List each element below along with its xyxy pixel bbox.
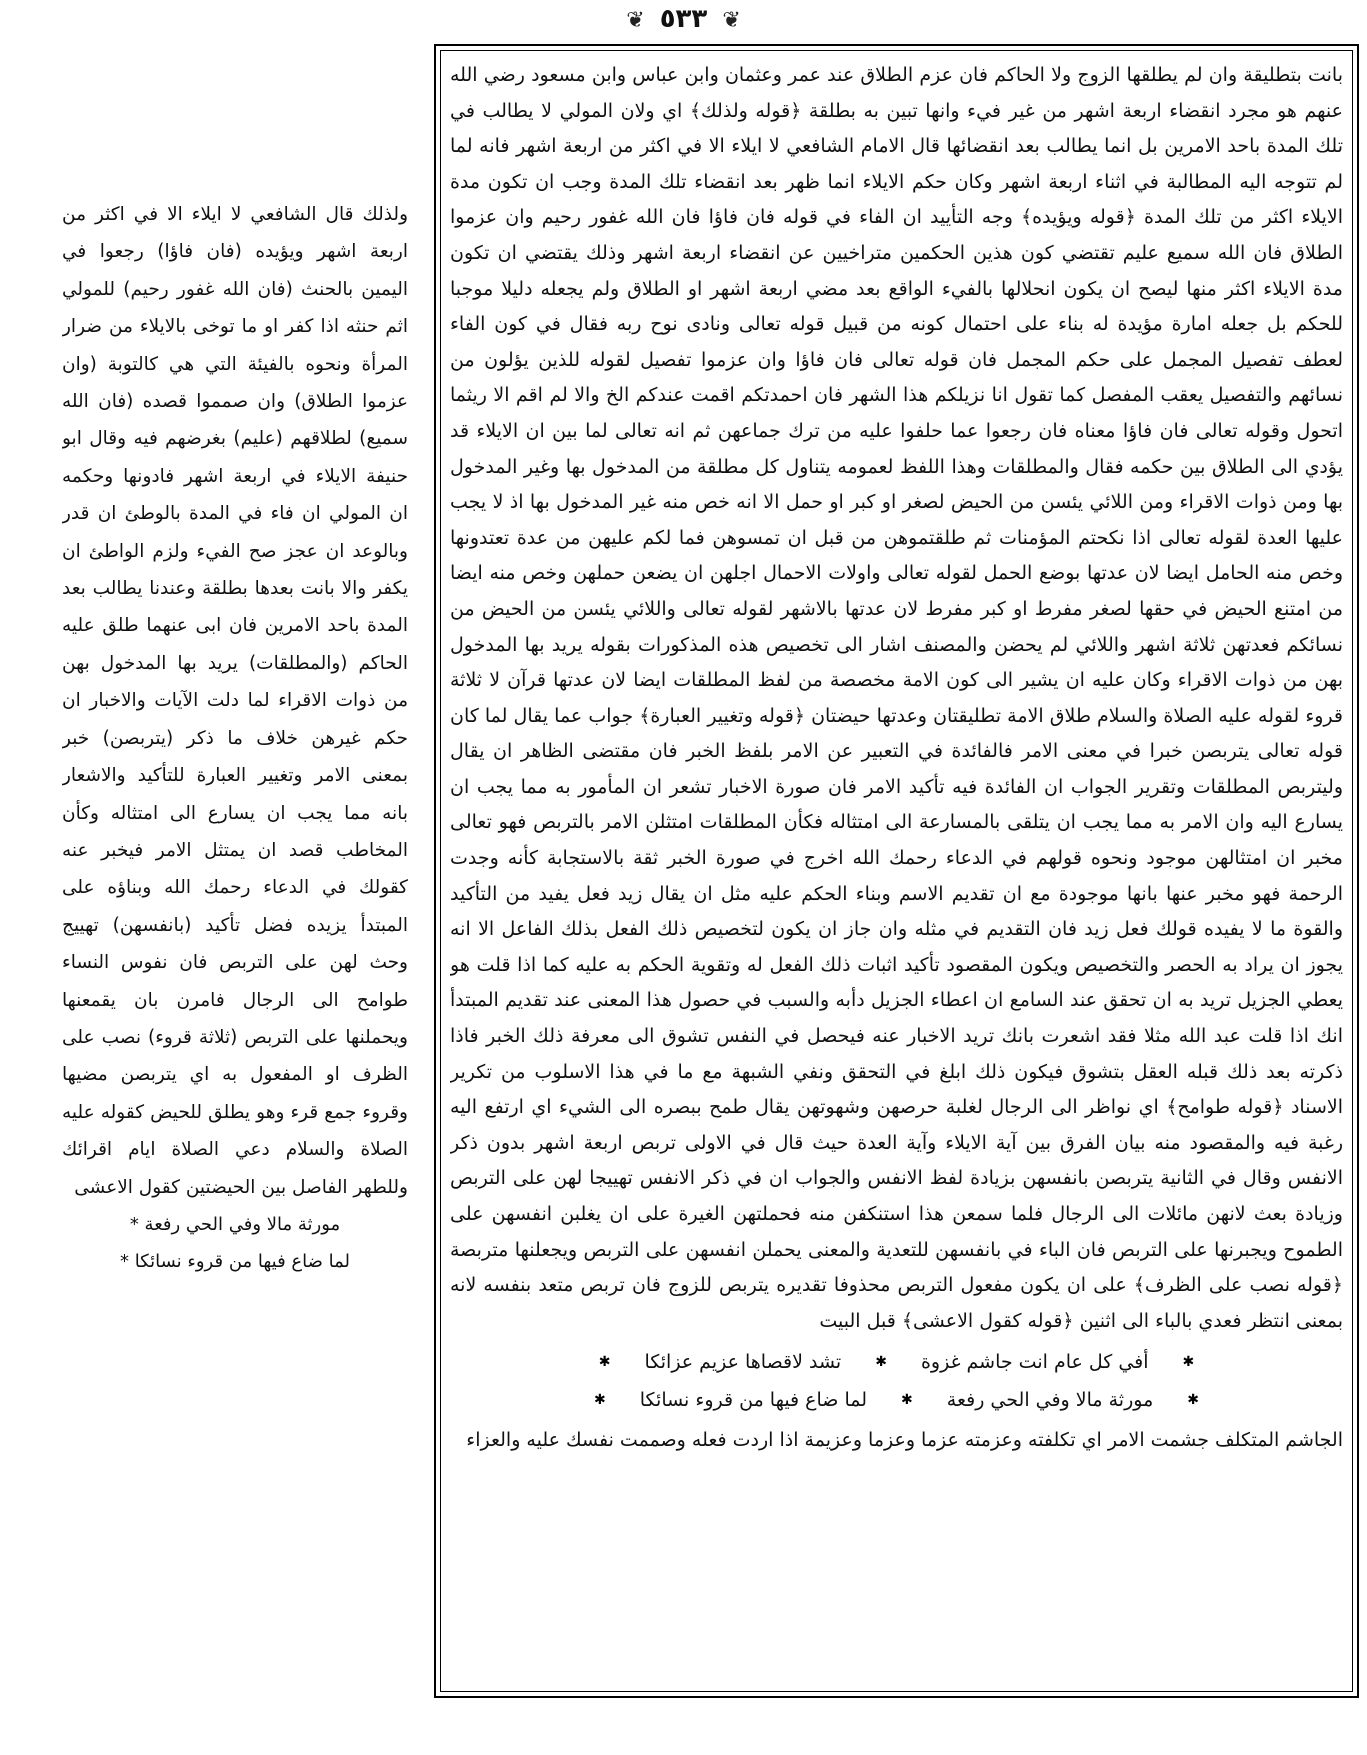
main-text-frame xyxy=(434,44,1359,1698)
star-icon: ✱ xyxy=(901,1392,913,1409)
star-icon: ✱ xyxy=(1182,1354,1195,1371)
margin-commentary xyxy=(62,196,408,1666)
main-body-text: بانت بتطليقة وان لم يطلقها الزوج ولا الحاكم فان عزم الطلاق عند عمر وعثمان وابن عباس وابن مسعود رضي الله عنهم هو مجرد انقضاء اربعة اشهر من غير فيء وانها تبين به بطلقة ﴿قوله ولذلك﴾ اي ولان المولي لا يطالب في تلك المدة باحد الامرين بل انما يطالب بعد انقضائها قال الامام الشافعي لا ايلاء الا في اكثر من اربعة اشهر فانه لما لم تتوجه اليه المطالبة في اثناء اربعة اشهر وكان حكم الايلاء انما ظهر بعد انقضاء تلك المدة وجب ان تكون مدة الايلاء اكثر من تلك المدة ﴿قوله ويؤيده﴾ وجه التأييد ان الفاء في قوله فان فاؤا فان الله غفور رحيم وان عزموا الطلاق فان الله سميع عليم تقتضي كون هذين الحكمين متراخيين عن انقضاء اربعة اشهر وذلك يقتضي ان تكون مدة الايلاء اكثر منها ليصح ان يكون انحلالها بالفيء الواقع بعد مضي اربعة اشهر او الطلاق ولم يجعله دليلا موجبا للحكم بل جعله امارة مؤيدة له بناء على احتمال كونه من قبيل قوله تعالى ونادى نوح ربه فقال في كون الفاء لعطف تفصيل المجمل على حكم المجمل فان قوله تعالى فان فاؤا وان عزموا تفصيل لقوله للذين يؤلون من نسائهم والتفصيل يعقب المفصل كما تقول انا نزيلكم هذا الشهر فان احمدتكم اقمت عندكم الخ والا لم اقم الا ريثما اتحول وقوله تعالى فان فاؤا معناه فان رجعوا عما حلفوا عليه من ترك جماعهن ثم انه تعالى لما بين ان الايلاء قد يؤدي الى الطلاق بين حكمه فقال والمطلقات وهذا اللفظ لعمومه يتناول كل مطلقة من المدخول بها وغير المدخول بها ومن ذوات الاقراء ومن اللائي يئسن من الحيض لصغر او كبر او حمل الا انه خص منه غير المدخول بها اذ لا يجب عليها العدة لقوله تعالى اذا نكحتم المؤمنات ثم طلقتموهن من قبل ان تمسوهن فما لكم عليهن من عدة تعتدونها وخص منه الحامل ايضا لان عدتها بوضع الحمل لقوله تعالى واولات الاحمال اجلهن ان يضعن حملهن وخص منه ايضا من امتنع الحيض في حقها لصغر مفرط او كبر مفرط لان عدتها بالاشهر لقوله تعالى واللائي يئسن من الحيض من نسائكم فعدتهن ثلاثة اشهر واللائي لم يحضن والمصنف اشار الى تخصيص هذه المذكورات بقوله يريد بها المدخول بهن من ذوات الاقراء وكان عليه ان يشير الى كون الامة مخصصة من لفظ المطلقات ايضا لان عدتها قرآن لا ثلاثة قروء لقوله عليه الصلاة والسلام طلاق الامة تطليقتان وعدتها حيضتان ﴿قوله وتغيير العبارة﴾ جواب عما يقال لما كان قوله تعالى يتربصن خبرا في معنى الامر فالفائدة في التعبير عن الامر بلفظ الخبر فان مقتضى الظاهر ان يقال وليتربص المطلقات وتقرير الجواب ان الفائدة فيه تأكيد الامر فان صورة الاخبار تشعر ان المأمور به مما يجب ان يسارع اليه وان الامر به مما يجب ان يتلقى بالمسارعة الى امتثاله فكأن المطلقات امتثلن الامر بالتربص فهو تعالى مخبر ان امتثالهن موجود ونحوه قولهم في الدعاء رحمك الله اخرج في صورة الخبر ثقة بالاستجابة كأنه وجدت الرحمة فهو مخبر عنها بانها موجودة مع ان تقديم الاسم وبناء الحكم عليه مثل ان يقال زيد فعل يفيد من التأكيد والقوة ما لا يفيده قولك فعل زيد فان التقديم في مثله وان جاز ان يكون لتخصيص ذلك الفعل بذلك الفاعل الا انه يجوز ان يراد به الحصر والتخصيص ويكون المقصود تأكيد اثبات ذلك الفعل له وتقوية الحكم به عليه كما اذا قلت هو يعطي الجزيل تريد به ان تحقق عند السامع ان اعطاء الجزيل دأبه والسبب في حصول هذا المعنى عند تقديم المبتدأ انك اذا قلت عبد الله مثلا فقد اشعرت بانك تريد الاخبار عنه فيحصل في النفس تشوق الى معرفة ذلك الخبر فاذا ذكرته بعد ذلك قبله العقل بتشوق فيكون ذلك ابلغ في التحقق ونفي الشبهة مع ما في هذا الاسلوب من تكرير الاسناد ﴿قوله طوامح﴾ اي نواظر الى الرجال لغلبة حرصهن وشهوتهن يقال طمح ببصره الى الشيء اي ارتفع اليه رغبة فيه والمقصود منه بيان الفرق بين آية الايلاء وآية العدة حيث قال في الاولى تربص اربعة اشهر بدون ذكر الانفس وقال في الثانية يتربصن بانفسهن بزيادة لفظ الانفس والجواب ان في ذكر الانفس تهييجا لهن على التربص وزيادة بعث لانهن مائلات الى الرجال فلما سمعن هذا استنكفن منه فحملتهن الغيرة على ان يغلبن انفسهن على الطموح ويجبرنها على التربص فان الباء في بانفسهن للتعدية والمعنى يحملن انفسهن على التربص ويجعلنها متربصة ﴿قوله نصب على الظرف﴾ على ان يكون مفعول التربص محذوفا تقديره يتربص للزوج فان تربص متعد بنفسه لانه بمعنى انتظر فعدي بالباء الى اثنين ﴿قوله كقول الاعشى﴾ قبل البيت xyxy=(450,64,1343,1332)
star-icon: ✱ xyxy=(598,1354,611,1371)
main-commentary xyxy=(450,58,1343,1686)
verse-hemistich: مورثة مالا وفي الحي رفعة xyxy=(946,1389,1154,1412)
verse-row xyxy=(450,1381,1343,1419)
closing-line: الجاشم المتكلف جشمت الامر اي تكلفته وعزمته عزما وعزما وعزيمة اذا اردت فعله وصممت نفسك عليه والعزاء xyxy=(466,1429,1343,1452)
star-icon: ✱ xyxy=(1187,1392,1199,1409)
verse-hemistich: أفي كل عام انت جاشم غزوة xyxy=(920,1351,1149,1374)
margin-verse-2: لما ضاع فيها من قروء نسائكا * xyxy=(119,1250,351,1272)
star-icon: ✱ xyxy=(875,1354,887,1371)
page-header xyxy=(0,4,1367,34)
right-ornament-icon: ❦ xyxy=(722,8,741,33)
page-number: ٥٣٣ xyxy=(659,4,708,34)
verse-row xyxy=(450,1343,1343,1381)
star-icon: ✱ xyxy=(594,1392,606,1409)
left-ornament-icon: ❦ xyxy=(626,8,645,33)
verse-hemistich: تشد لاقصاها عزيم عزائكا xyxy=(644,1351,842,1374)
margin-text: ولذلك قال الشافعي لا ايلاء الا في اكثر من اربعة اشهر ويؤيده (فان فاؤا) رجعوا في اليمين بالحنث (فان الله غفور رحيم) للمولي اثم حنثه اذا كفر او ما توخى بالايلاء من ضرار المرأة ونحوه بالفيئة التي هي كالتوبة (وان عزموا الطلاق) وان صمموا قصده (فان الله سميع) لطلاقهم (عليم) بغرضهم فيه وقال ابو حنيفة الايلاء في اربعة اشهر فادونها وحكمه ان المولي ان فاء في المدة بالوطئ ان قدر وبالوعد ان عجز صح الفيء ولزم الواطئ ان يكفر والا بانت بعدها بطلقة وعندنا يطالب بعد المدة باحد الامرين فان ابى عنهما طلق عليه الحاكم (والمطلقات) يريد بها المدخول بهن من ذوات الاقراء لما دلت الآيات والاخبار ان حكم غيرهن خلاف ما ذكر (يتربصن) خبر بمعنى الامر وتغيير العبارة للتأكيد والاشعار بانه مما يجب ان يسارع الى امتثاله وكأن المخاطب قصد ان يمتثل الامر فيخبر عنه كقولك في الدعاء رحمك الله وبناؤه على المبتدأ يزيده فضل تأكيد (بانفسهن) تهييج وحث لهن على التربص فان نفوس النساء طوامح الى الرجال فامرن بان يقمعنها ويحملنها على التربص (ثلاثة قروء) نصب على الظرف او المفعول به اي يتربصن مضيها وقروء جمع قرء وهو يطلق للحيض كقوله عليه الصلاة والسلام دعي الصلاة ايام اقرائك وللطهر الفاصل بين الحيضتين كقول الاعشى xyxy=(62,204,408,1198)
margin-verse-1: مورثة مالا وفي الحي رفعة * xyxy=(129,1213,341,1235)
verse-hemistich: لما ضاع فيها من قروء نسائكا xyxy=(639,1389,868,1412)
poem-verses xyxy=(450,1343,1343,1419)
